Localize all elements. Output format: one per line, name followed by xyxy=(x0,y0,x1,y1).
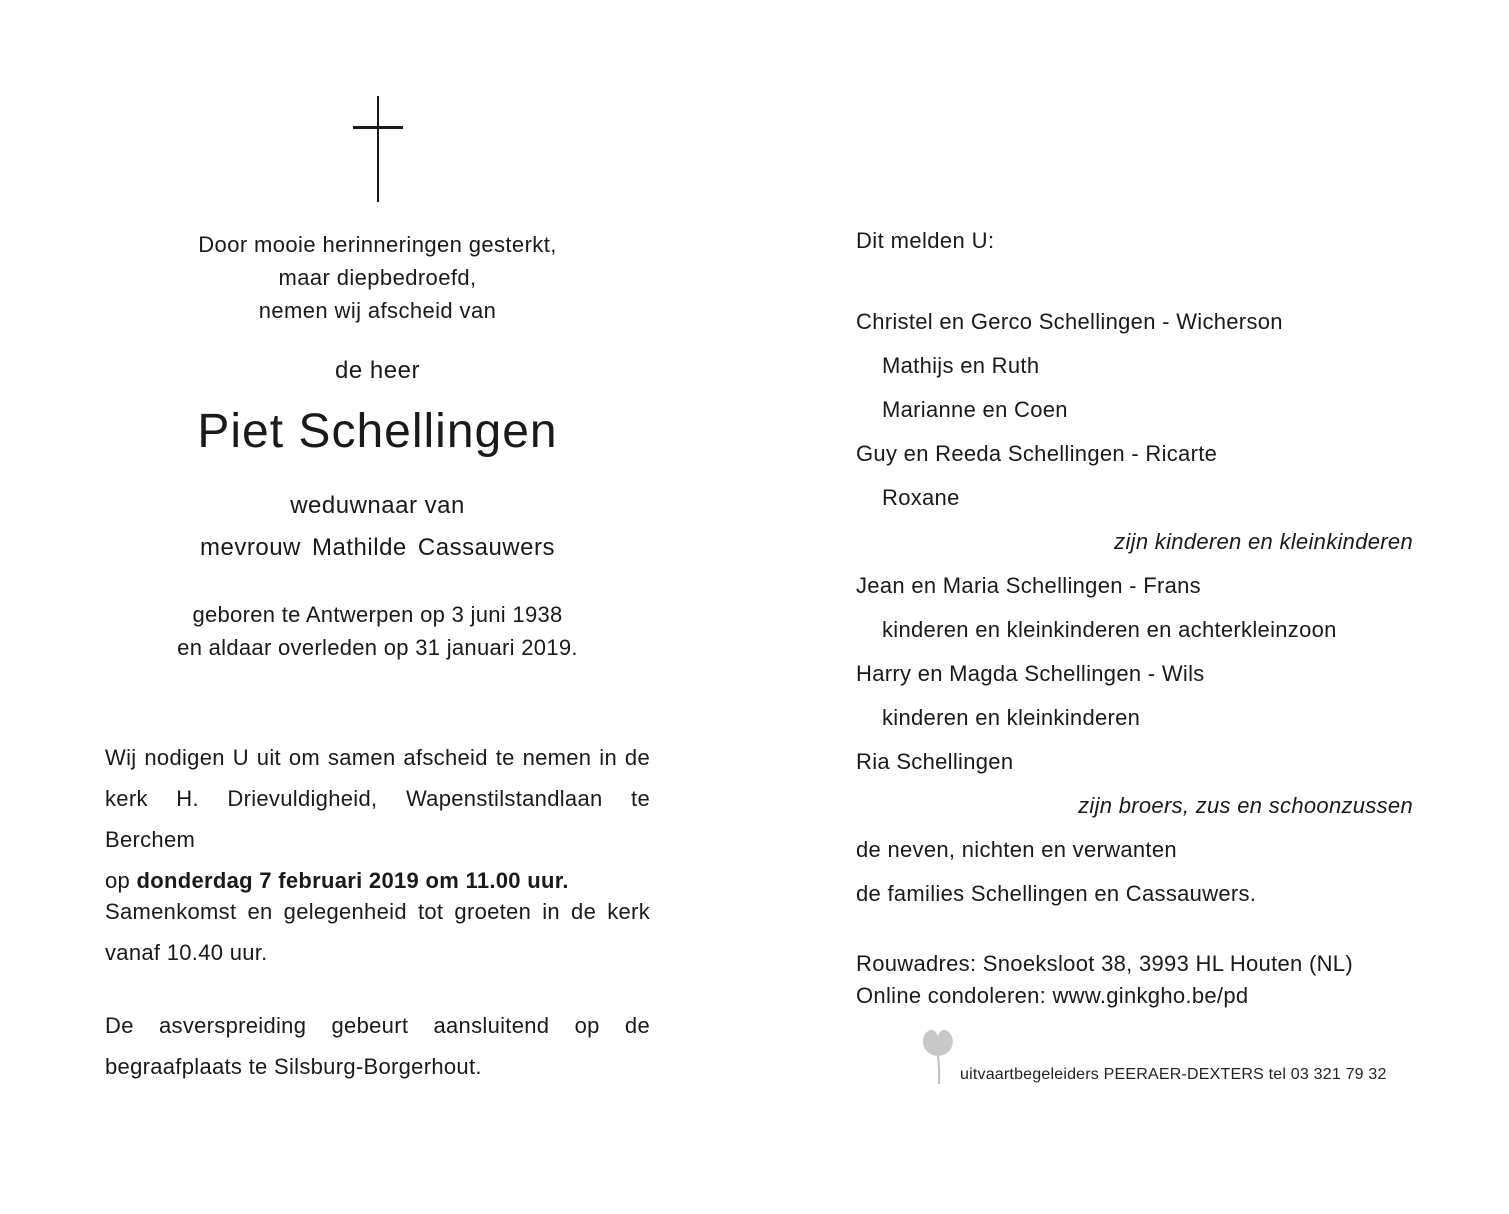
online-condolence: Online condoleren: www.ginkgho.be/pd xyxy=(856,983,1249,1008)
invitation-line: kerk H. Drievuldigheid, Wapenstilstandlaan te Berchem xyxy=(105,786,650,852)
born-line: geboren te Antwerpen op 3 juni 1938 xyxy=(192,602,563,627)
cross-icon xyxy=(105,96,650,202)
family-line: de neven, nichten en verwanten xyxy=(856,837,1177,862)
gathering-line: Samenkomst en gelegenheid tot groeten in de kerk xyxy=(105,899,650,924)
invitation-date-line: op donderdag 7 februari 2019 om 11.00 uur. xyxy=(105,868,569,893)
family-line: Jean en Maria Schellingen - Frans xyxy=(856,573,1201,598)
family-line: Marianne en Coen xyxy=(882,397,1068,422)
mourning-address: Rouwadres: Snoeksloot 38, 3993 HL Houten (NL) xyxy=(856,951,1353,976)
family-line: Guy en Reeda Schellingen - Ricarte xyxy=(856,441,1218,466)
birth-death-dates xyxy=(105,598,650,664)
intro-line: nemen wij afscheid van xyxy=(258,298,497,323)
invitation-paragraph xyxy=(105,737,650,901)
family-list xyxy=(856,300,1413,916)
announcement-heading: Dit melden U: xyxy=(856,228,995,253)
family-line: Roxane xyxy=(882,485,960,510)
family-group-label: zijn kinderen en kleinkinderen xyxy=(1114,529,1413,554)
relation-line: weduwnaar van xyxy=(290,492,465,519)
ashes-paragraph xyxy=(105,1005,650,1087)
contact-block xyxy=(856,948,1413,1012)
gathering-paragraph xyxy=(105,891,650,973)
family-line: de families Schellingen en Cassauwers. xyxy=(856,881,1257,906)
deceased-name: Piet Schellingen xyxy=(197,405,558,458)
right-page xyxy=(856,0,1413,1214)
invitation-line: Wij nodigen U uit om samen afscheid te nemen in de xyxy=(105,745,650,770)
family-line: kinderen en kleinkinderen xyxy=(882,705,1141,730)
gathering-line: vanaf 10.40 uur. xyxy=(105,940,268,965)
ashes-line: De asverspreiding gebeurt aansluitend op de xyxy=(105,1013,650,1038)
family-line: kinderen en kleinkinderen en achterkleinzoon xyxy=(882,617,1337,642)
spouse-name: mevrouw Mathilde Cassauwers xyxy=(200,534,555,561)
funeral-home-text: uitvaartbegeleiders PEERAER-DEXTERS tel 03 321 79 32 xyxy=(960,1066,1387,1083)
ceremony-datetime: donderdag 7 februari 2019 om 11.00 uur. xyxy=(136,868,569,893)
family-line: Ria Schellingen xyxy=(856,749,1014,774)
left-page xyxy=(105,0,650,1214)
family-line: Mathijs en Ruth xyxy=(882,353,1040,378)
family-line: Harry en Magda Schellingen - Wils xyxy=(856,661,1205,686)
family-line: Christel en Gerco Schellingen - Wicherson xyxy=(856,309,1283,334)
ashes-line: begraafplaats te Silsburg-Borgerhout. xyxy=(105,1054,482,1079)
intro-verse xyxy=(105,228,650,327)
intro-line: maar diepbedroefd, xyxy=(278,265,477,290)
died-line: en aldaar overleden op 31 januari 2019. xyxy=(177,635,578,660)
salutation: de heer xyxy=(335,357,420,384)
family-group-label: zijn broers, zus en schoonzussen xyxy=(1078,793,1413,818)
intro-line: Door mooie herinneringen gesterkt, xyxy=(198,232,557,257)
funeral-home-footer xyxy=(918,1026,1387,1088)
ginkgo-leaf-icon xyxy=(918,1026,958,1088)
